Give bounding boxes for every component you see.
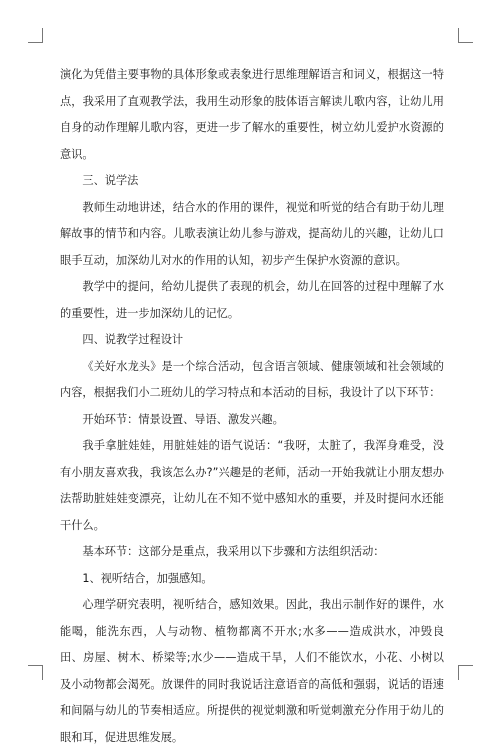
paragraph: 1、视听结合，加强感知。 [82, 571, 213, 585]
paragraph: 我手拿脏娃娃，用脏娃娃的语气说话：“我呀，太脏了，我浑身难受，没有小朋友喜欢我，我该怎么办?”兴趣是的老师，活动一开始我就让小朋友想办法帮助脏娃娃变漂亮，让幼儿在不知不觉中感知水的重要，并及时提问水还能干什么。 [60, 439, 444, 532]
document-body [60, 62, 444, 751]
paragraph: 基本环节：这部分是重点，我采用以下步骤和方法组织活动： [82, 545, 385, 558]
paragraph: 教学中的提问，给幼儿提供了表现的机会，幼儿在回答的过程中理解了水的重要性，进一步加深幼儿的记忆。 [60, 280, 444, 320]
paragraph: 开始环节：情景设置、导语、激发兴趣。 [82, 412, 284, 426]
paragraph: 教师生动地讲述，结合水的作用的课件，视觉和听觉的结合有助于幼儿理解故事的情节和内容。儿歌表演让幼儿参与游戏，提高幼儿的兴趣，让幼儿口眼手互动，加深幼儿对水的作用的认知，初步产生保护水资源的意识。 [60, 200, 444, 267]
crop-mark-bottom-left [28, 665, 43, 680]
paragraph: 心理学研究表明，视听结合，感知效果。因此，我出示制作好的课件，水能喝，能洗东西，人与动物、植物都离不开水;水多——造成洪水，冲毁良田、房屋、树木、桥梁等;水少——造成干旱，人们不能饮水，小花、小树以及小动物都会渴死。放课件的同时我说话注意语音的高低和强弱，说话的语速和间隔与幼儿的节奏相适应。所提供的视觉刺激和听觉刺激充分作用于幼儿的眼和耳，促进思维发展。 [60, 598, 444, 744]
section-heading-process-design: 四、说教学过程设计 [82, 333, 184, 346]
crop-mark-bottom-right [458, 665, 473, 680]
crop-mark-top-right [458, 28, 473, 43]
paragraph-continued: 演化为凭借主要事物的具体形象或表象进行思维理解语言和词义，根据这一特点，我采用了直观教学法，我用生动形象的肢体语言解读儿歌内容，让幼儿用自身的动作理解儿歌内容，更进一步了解水的重要性，树立幼儿爱护水资源的意识。 [60, 68, 444, 161]
section-heading-learning-method: 三、说学法 [82, 174, 139, 187]
paragraph: 《关好水龙头》是一个综合活动，包含语言领域、健康领域和社会领域的内容，根据我们小二班幼儿的学习特点和本活动的目标，我设计了以下环节： [60, 359, 444, 399]
crop-mark-top-left [28, 28, 43, 43]
